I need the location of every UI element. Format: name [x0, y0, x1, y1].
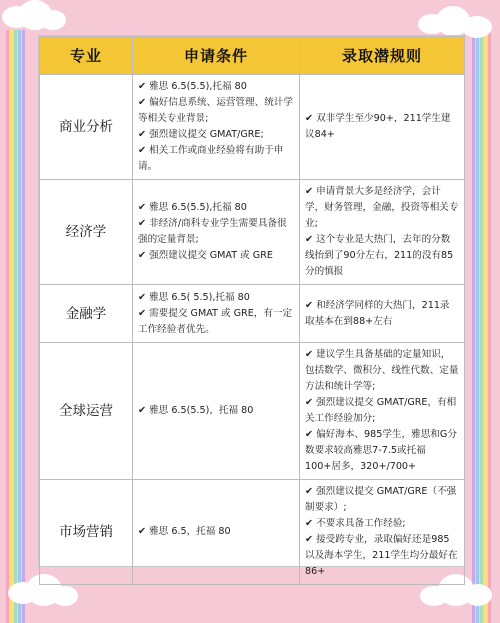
- condition-item: ✔ 雅思 6.5(5.5)，托福 80: [138, 403, 294, 419]
- condition-item: ✔ 偏好信息系统、运营管理、统计学等相关专业背景;: [138, 95, 294, 127]
- condition-item: ✔ 需要提交 GMAT 或 GRE，有一定工作经验者优先。: [138, 306, 294, 338]
- condition-item: ✔ 相关工作或商业经验将有助于申请。: [138, 143, 294, 175]
- major-cell: 全球运营: [40, 343, 133, 480]
- rule-item: ✔ 偏好海本、985学生，雅思和G分数要求较高雅思7-7.5或托福100+居多，320+/700+: [305, 427, 459, 475]
- requirements-table: [39, 36, 465, 585]
- major-cell: 经济学: [40, 180, 133, 285]
- condition-item: ✔ 强烈建议提交 GMAT/GRE;: [138, 127, 294, 143]
- table-header-row: [40, 37, 465, 75]
- table-row: [40, 180, 465, 285]
- rule-item: ✔ 接受跨专业，录取偏好还是985以及海本学生，211学生均分最好在86+: [305, 532, 459, 580]
- rule-item: ✔ 这个专业是大热门，去年的分数线抬到了90分左右，211的没有85分的慎报: [305, 232, 459, 280]
- conditions-cell: [133, 75, 300, 180]
- rainbow-stripes-right: [472, 0, 494, 623]
- condition-item: ✔ 雅思 6.5( 5.5),托福 80: [138, 290, 294, 306]
- rules-cell: [300, 343, 465, 480]
- condition-item: ✔ 雅思 6.5，托福 80: [138, 524, 294, 540]
- condition-item: ✔ 强烈建议提交 GMAT 或 GRE: [138, 248, 294, 264]
- table-row: [40, 285, 465, 343]
- rule-item: ✔ 和经济学同样的大热门，211录取基本在到88+左右: [305, 298, 459, 330]
- rainbow-stripes-left: [6, 0, 28, 623]
- requirements-table-card: [38, 35, 465, 577]
- rule-item: ✔ 建议学生具备基础的定量知识，包括数学、微积分、线性代数、定量方法和统计学等;: [305, 347, 459, 395]
- conditions-cell: [133, 343, 300, 480]
- major-cell: 商业分析: [40, 75, 133, 180]
- table-row: [40, 75, 465, 180]
- table-row: [40, 480, 465, 585]
- condition-item: ✔ 雅思 6.5(5.5),托福 80: [138, 79, 294, 95]
- header-conditions: 申请条件: [133, 37, 300, 75]
- table-row: [40, 343, 465, 480]
- rules-cell: [300, 180, 465, 285]
- condition-item: ✔ 雅思 6.5(5.5),托福 80: [138, 200, 294, 216]
- major-cell: 市场营销: [40, 480, 133, 585]
- rules-cell: [300, 285, 465, 343]
- condition-item: ✔ 非经济/商科专业学生需要具备很强的定量背景;: [138, 216, 294, 248]
- rule-item: ✔ 强烈建议提交 GMAT/GRE，有相关工作经验加分;: [305, 395, 459, 427]
- conditions-cell: [133, 480, 300, 585]
- rule-item: ✔ 双非学生至少90+，211学生建议84+: [305, 111, 459, 143]
- rule-item: ✔ 申请背景大多是经济学，会计学，财务管理，金融，投资等相关专业;: [305, 184, 459, 232]
- rules-cell: [300, 480, 465, 585]
- major-cell: 金融学: [40, 285, 133, 343]
- rule-item: ✔ 不要求具备工作经验;: [305, 516, 459, 532]
- rule-item: ✔ 强烈建议提交 GMAT/GRE（不强制要求）;: [305, 484, 459, 516]
- conditions-cell: [133, 285, 300, 343]
- conditions-cell: [133, 180, 300, 285]
- rules-cell: [300, 75, 465, 180]
- header-major: 专业: [40, 37, 133, 75]
- header-rules: 录取潜规则: [300, 37, 465, 75]
